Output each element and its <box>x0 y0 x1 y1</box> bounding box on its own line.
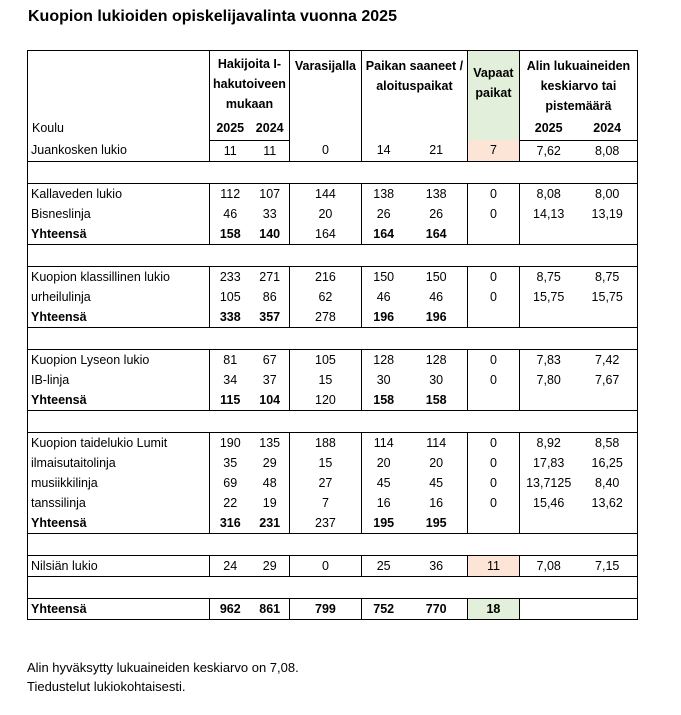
subtotal-label: Yhteensä <box>28 224 210 245</box>
starting-places: 195 <box>405 513 467 534</box>
subtotal-label: Yhteensä <box>28 513 210 534</box>
accepted-count: 150 <box>361 266 405 287</box>
spacer-row <box>28 161 638 183</box>
starting-places: 20 <box>405 453 467 473</box>
applicants-2024: 29 <box>250 555 289 576</box>
free-places: 0 <box>467 349 519 370</box>
free-places: 0 <box>467 287 519 307</box>
min-avg-2025: 7,08 <box>519 555 577 576</box>
school-name: Bisneslinja <box>28 204 210 224</box>
free-places: 0 <box>467 432 519 453</box>
reserve-count: 164 <box>289 224 361 245</box>
accepted-count: 128 <box>361 349 405 370</box>
admissions-table <box>27 50 638 620</box>
applicants-2025: 35 <box>210 453 251 473</box>
table-row <box>28 555 638 576</box>
school-name: Kuopion klassillinen lukio <box>28 266 210 287</box>
min-avg-2024: 7,42 <box>577 349 637 370</box>
accepted-count: 138 <box>361 183 405 204</box>
free-places: 0 <box>467 453 519 473</box>
min-avg-2025: 15,46 <box>519 493 577 513</box>
accepted-count: 195 <box>361 513 405 534</box>
starting-places: 45 <box>405 473 467 493</box>
applicants-2025: 34 <box>210 370 251 390</box>
starting-places: 21 <box>405 140 467 161</box>
school-name: IB-linja <box>28 370 210 390</box>
table-row <box>28 432 638 453</box>
starting-places: 164 <box>405 224 467 245</box>
accepted-count: 164 <box>361 224 405 245</box>
reserve-count: 237 <box>289 513 361 534</box>
applicants-2024: 48 <box>250 473 289 493</box>
reserve-count: 144 <box>289 183 361 204</box>
reserve-count: 188 <box>289 432 361 453</box>
spacer-row <box>28 533 638 555</box>
school-name: Nilsiän lukio <box>28 555 210 576</box>
applicants-2024: 861 <box>250 598 289 619</box>
min-avg-2025: 8,92 <box>519 432 577 453</box>
min-avg-2025: 7,83 <box>519 349 577 370</box>
header-avg-year-2025: 2025 <box>519 116 577 140</box>
min-avg-2025: 14,13 <box>519 204 577 224</box>
applicants-2025: 316 <box>210 513 251 534</box>
page-title: Kuopion lukioiden opiskelijavalinta vuonna 2025 <box>28 8 397 25</box>
subtotal-row <box>28 307 638 328</box>
applicants-2025: 24 <box>210 555 251 576</box>
reserve-count: 20 <box>289 204 361 224</box>
reserve-count: 0 <box>289 140 361 161</box>
applicants-2025: 22 <box>210 493 251 513</box>
table-row <box>28 453 638 473</box>
starting-places: 114 <box>405 432 467 453</box>
reserve-count: 62 <box>289 287 361 307</box>
free-places: 0 <box>467 370 519 390</box>
min-avg-2024: 8,75 <box>577 266 637 287</box>
spacer-row <box>28 327 638 349</box>
min-avg-2025: 8,75 <box>519 266 577 287</box>
min-avg-2024: 13,19 <box>577 204 637 224</box>
school-name: Kuopion Lyseon lukio <box>28 349 210 370</box>
min-avg-2025: 15,75 <box>519 287 577 307</box>
applicants-2025: 190 <box>210 432 251 453</box>
min-avg-2024: 16,25 <box>577 453 637 473</box>
starting-places: 770 <box>405 598 467 619</box>
header-free: Vapaat paikat <box>467 51 519 141</box>
table-row <box>28 287 638 307</box>
starting-places: 138 <box>405 183 467 204</box>
table-row <box>28 266 638 287</box>
spacer-row <box>28 410 638 432</box>
min-avg-2024: 8,58 <box>577 432 637 453</box>
subtotal-label: Yhteensä <box>28 390 210 411</box>
accepted-count: 30 <box>361 370 405 390</box>
table-row <box>28 140 638 161</box>
min-avg-2024: 13,62 <box>577 493 637 513</box>
min-avg-2025: 8,08 <box>519 183 577 204</box>
spacer-row <box>28 576 638 598</box>
applicants-2024: 86 <box>250 287 289 307</box>
reserve-count: 216 <box>289 266 361 287</box>
reserve-count: 15 <box>289 370 361 390</box>
header-year-2025: 2025 <box>210 116 251 140</box>
free-places: 0 <box>467 266 519 287</box>
applicants-2025: 158 <box>210 224 251 245</box>
table-row <box>28 370 638 390</box>
min-avg-2024: 15,75 <box>577 287 637 307</box>
reserve-count: 27 <box>289 473 361 493</box>
free-places: 7 <box>467 140 519 161</box>
applicants-2025: 11 <box>210 140 251 161</box>
subtotal-row <box>28 513 638 534</box>
accepted-count: 25 <box>361 555 405 576</box>
header-min-avg: Alin lukuaineiden keskiarvo tai pistemäärä <box>519 51 637 117</box>
table-row <box>28 493 638 513</box>
applicants-2024: 29 <box>250 453 289 473</box>
table-row <box>28 204 638 224</box>
min-avg-2025: 7,62 <box>519 140 577 161</box>
starting-places: 158 <box>405 390 467 411</box>
reserve-count: 120 <box>289 390 361 411</box>
min-avg-2024: 8,40 <box>577 473 637 493</box>
applicants-2024: 231 <box>250 513 289 534</box>
starting-places: 196 <box>405 307 467 328</box>
applicants-2025: 81 <box>210 349 251 370</box>
applicants-2025: 115 <box>210 390 251 411</box>
applicants-2024: 135 <box>250 432 289 453</box>
applicants-2025: 105 <box>210 287 251 307</box>
applicants-2025: 962 <box>210 598 251 619</box>
applicants-2024: 357 <box>250 307 289 328</box>
min-avg-2024: 7,15 <box>577 555 637 576</box>
reserve-count: 15 <box>289 453 361 473</box>
applicants-2024: 140 <box>250 224 289 245</box>
header-year-2024: 2024 <box>250 116 289 140</box>
header-school: Koulu <box>28 51 210 141</box>
table-row <box>28 183 638 204</box>
accepted-count: 45 <box>361 473 405 493</box>
header-avg-year-2024: 2024 <box>577 116 637 140</box>
table-row <box>28 349 638 370</box>
school-name: urheilulinja <box>28 287 210 307</box>
accepted-count: 14 <box>361 140 405 161</box>
applicants-2025: 112 <box>210 183 251 204</box>
starting-places: 36 <box>405 555 467 576</box>
accepted-count: 16 <box>361 493 405 513</box>
accepted-count: 20 <box>361 453 405 473</box>
footer-note-inquiries: Tiedustelut lukiokohtaisesti. <box>27 679 186 694</box>
header-applicants: Hakijoita I-hakutoiveen mukaan <box>210 51 290 117</box>
subtotal-row <box>28 390 638 411</box>
applicants-2024: 67 <box>250 349 289 370</box>
reserve-count: 278 <box>289 307 361 328</box>
applicants-2024: 11 <box>250 140 289 161</box>
accepted-count: 196 <box>361 307 405 328</box>
min-avg-2024: 7,67 <box>577 370 637 390</box>
accepted-count: 752 <box>361 598 405 619</box>
grand-total-label: Yhteensä <box>28 598 210 619</box>
applicants-2025: 338 <box>210 307 251 328</box>
free-places: 0 <box>467 493 519 513</box>
spacer-row <box>28 244 638 266</box>
subtotal-label: Yhteensä <box>28 307 210 328</box>
school-name: ilmaisutaitolinja <box>28 453 210 473</box>
accepted-count: 114 <box>361 432 405 453</box>
free-places: 11 <box>467 555 519 576</box>
applicants-2025: 233 <box>210 266 251 287</box>
applicants-2024: 37 <box>250 370 289 390</box>
reserve-count: 105 <box>289 349 361 370</box>
school-name: Juankosken lukio <box>28 140 210 161</box>
accepted-count: 158 <box>361 390 405 411</box>
header-row <box>28 51 638 117</box>
table-row <box>28 473 638 493</box>
applicants-2025: 46 <box>210 204 251 224</box>
starting-places: 150 <box>405 266 467 287</box>
school-name: Kuopion taidelukio Lumit <box>28 432 210 453</box>
header-accepted: Paikan saaneet / aloituspaikat <box>361 51 467 141</box>
applicants-2025: 69 <box>210 473 251 493</box>
free-places: 18 <box>467 598 519 619</box>
school-name: Kallaveden lukio <box>28 183 210 204</box>
applicants-2024: 19 <box>250 493 289 513</box>
free-places: 0 <box>467 183 519 204</box>
reserve-count: 799 <box>289 598 361 619</box>
starting-places: 128 <box>405 349 467 370</box>
accepted-count: 46 <box>361 287 405 307</box>
min-avg-2025: 7,80 <box>519 370 577 390</box>
starting-places: 46 <box>405 287 467 307</box>
free-places: 0 <box>467 473 519 493</box>
accepted-count: 26 <box>361 204 405 224</box>
applicants-2024: 107 <box>250 183 289 204</box>
min-avg-2025: 13,7125 <box>519 473 577 493</box>
reserve-count: 0 <box>289 555 361 576</box>
grand-total-row <box>28 598 638 619</box>
applicants-2024: 33 <box>250 204 289 224</box>
starting-places: 30 <box>405 370 467 390</box>
school-name: tanssilinja <box>28 493 210 513</box>
subtotal-row <box>28 224 638 245</box>
school-name: musiikkilinja <box>28 473 210 493</box>
header-reserve: Varasijalla <box>289 51 361 141</box>
starting-places: 16 <box>405 493 467 513</box>
applicants-2024: 104 <box>250 390 289 411</box>
applicants-2024: 271 <box>250 266 289 287</box>
reserve-count: 7 <box>289 493 361 513</box>
min-avg-2025: 17,83 <box>519 453 577 473</box>
free-places: 0 <box>467 204 519 224</box>
starting-places: 26 <box>405 204 467 224</box>
footer-notes <box>27 658 299 696</box>
footer-note-min-avg: Alin hyväksytty lukuaineiden keskiarvo on 7,08. <box>27 660 299 675</box>
min-avg-2024: 8,08 <box>577 140 637 161</box>
min-avg-2024: 8,00 <box>577 183 637 204</box>
